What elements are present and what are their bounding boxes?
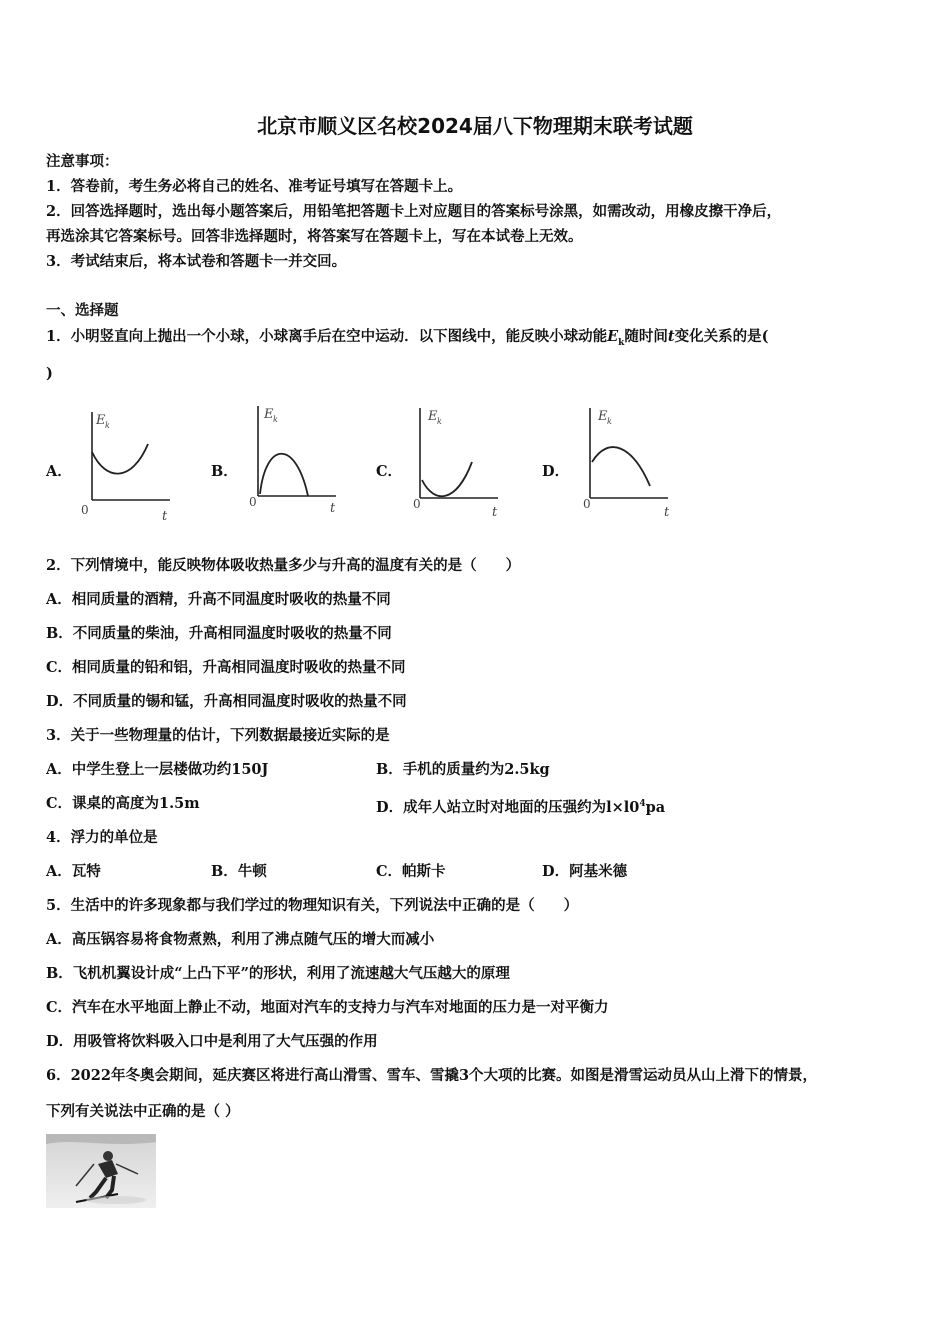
y-axis-sub: k (437, 417, 442, 426)
q3-option-d (376, 794, 665, 818)
skier-head (103, 1151, 113, 1161)
q4-option: C．帕斯卡 (376, 863, 446, 880)
y-axis-sub: k (607, 417, 612, 426)
x-axis-label: t (492, 505, 498, 520)
q1-graph-a-svg (72, 400, 202, 525)
skier-svg (46, 1134, 156, 1208)
q1-graph-c (400, 400, 530, 525)
notice-item: 3．考试结束后，将本试卷和答题卡一并交回。 (46, 253, 347, 270)
page-title: 北京市顺义区名校2024届八下物理期末联考试题 (257, 114, 693, 138)
q1-graph-d (570, 400, 700, 525)
q5-option: B．飞机机翼设计成“上凸下平”的形状，利用了流速越大气压越大的原理 (46, 965, 510, 982)
y-axis-label: E (428, 409, 438, 424)
q1-option-label: A． (46, 463, 72, 480)
q4-stem: 4．浮力的单位是 (46, 829, 158, 846)
origin-label: 0 (583, 497, 591, 511)
q5-option: A．高压锅容易将食物煮熟，利用了沸点随气压的增大而减小 (46, 931, 435, 948)
skier-image (46, 1134, 156, 1208)
q4-option: A．瓦特 (46, 863, 101, 880)
y-axis-sub: k (273, 415, 278, 424)
ek-curve (92, 444, 148, 474)
q1-option-label: B． (211, 463, 238, 480)
q2-stem: 2．下列情境中，能反映物体吸收热量多少与升高的温度有关的是（ ） (46, 557, 521, 574)
notice-item: 1．答卷前，考生务必将自己的姓名、准考证号填写在答题卡上。 (46, 178, 463, 195)
q3-stem: 3．关于一些物理量的估计，下列数据最接近实际的是 (46, 727, 390, 744)
q6-stem: 6．2022年冬奥会期间，延庆赛区将进行高山滑雪、雪车、雪撬3个大项的比赛。如图是滑雪运动员从山上滑下的情景， (46, 1067, 818, 1084)
q1-sub-k: k (618, 337, 625, 348)
q1-var-t: t (667, 328, 675, 345)
notice-item: 2．回答选择题时，选出每小题答案后，用铅笔把答题卡上对应题目的答案标号涂黑，如需改动，用橡皮擦干净后， (46, 203, 782, 220)
q3-option-d-post: pa (645, 798, 666, 816)
y-axis-label: E (598, 409, 608, 424)
q1-stem-end: ) (46, 365, 53, 382)
q2-option: D．不同质量的锡和锰，升高相同温度时吸收的热量不同 (46, 693, 407, 710)
notice-heading: 注意事项： (46, 153, 119, 170)
q6-stem-cont: 下列有关说法中正确的是（ ） (46, 1103, 240, 1120)
q1-option-label: D． (542, 463, 570, 480)
x-axis-label: t (162, 509, 168, 524)
y-axis-label: E (264, 407, 274, 422)
q2-option: C．相同质量的铅和铝，升高相同温度时吸收的热量不同 (46, 659, 406, 676)
q1-stem-a: 1．小明竖直向上抛出一个小球，小球离手后在空中运动．以下图线中，能反映小球动能 (46, 328, 608, 345)
q5-stem: 5．生活中的许多现象都与我们学过的物理知识有关，下列说法中正确的是（ ） (46, 897, 579, 914)
q1-graph-b (238, 400, 368, 525)
q3-option-d-pre: D．成年人站立时对地面的压强约为l×l0 (376, 798, 640, 816)
q1-stem (46, 327, 768, 353)
notice-item: 再选涂其它答案标号。回答非选择题时，将答案写在答题卡上，写在本试卷上无效。 (46, 228, 583, 245)
x-axis-label: t (664, 505, 670, 520)
q1-option-label: C． (376, 463, 403, 480)
origin-label: 0 (413, 497, 421, 511)
x-axis-label: t (330, 501, 336, 516)
ek-curve (422, 462, 472, 496)
q3-option-b: B．手机的质量约为2.5kg (376, 761, 550, 778)
ek-curve (592, 447, 650, 486)
q3-option-c: C．课桌的高度为1.5m (46, 795, 200, 812)
q1-graph-a (72, 400, 202, 525)
q4-option: D．阿基米德 (542, 863, 628, 880)
q4-option: B．牛顿 (211, 863, 267, 880)
q5-option: D．用吸管将饮料吸入口中是利用了大气压强的作用 (46, 1033, 378, 1050)
origin-label: 0 (249, 495, 257, 509)
q1-graph-c-svg (400, 400, 530, 525)
section-heading: 一、选择题 (46, 302, 119, 319)
q1-stem-c: 变化关系的是( (674, 328, 769, 345)
origin-label: 0 (81, 503, 89, 517)
shadow (86, 1196, 146, 1204)
q2-option: A．相同质量的酒精，升高不同温度时吸收的热量不同 (46, 591, 391, 608)
q1-stem-b: 随时间 (624, 328, 668, 345)
ek-curve (260, 454, 308, 496)
q1-graph-b-svg (238, 400, 368, 525)
y-axis-label: E (96, 413, 106, 428)
q1-graph-d-svg (570, 400, 700, 525)
q2-option: B．不同质量的柴油，升高相同温度时吸收的热量不同 (46, 625, 392, 642)
q1-var-e: E (607, 328, 619, 345)
q5-option: C．汽车在水平地面上静止不动，地面对汽车的支持力与汽车对地面的压力是一对平衡力 (46, 999, 609, 1016)
y-axis-sub: k (105, 421, 110, 430)
q3-option-a: A．中学生登上一层楼做功约150J (46, 761, 269, 778)
q3-option-d-sup: 4 (639, 799, 646, 809)
